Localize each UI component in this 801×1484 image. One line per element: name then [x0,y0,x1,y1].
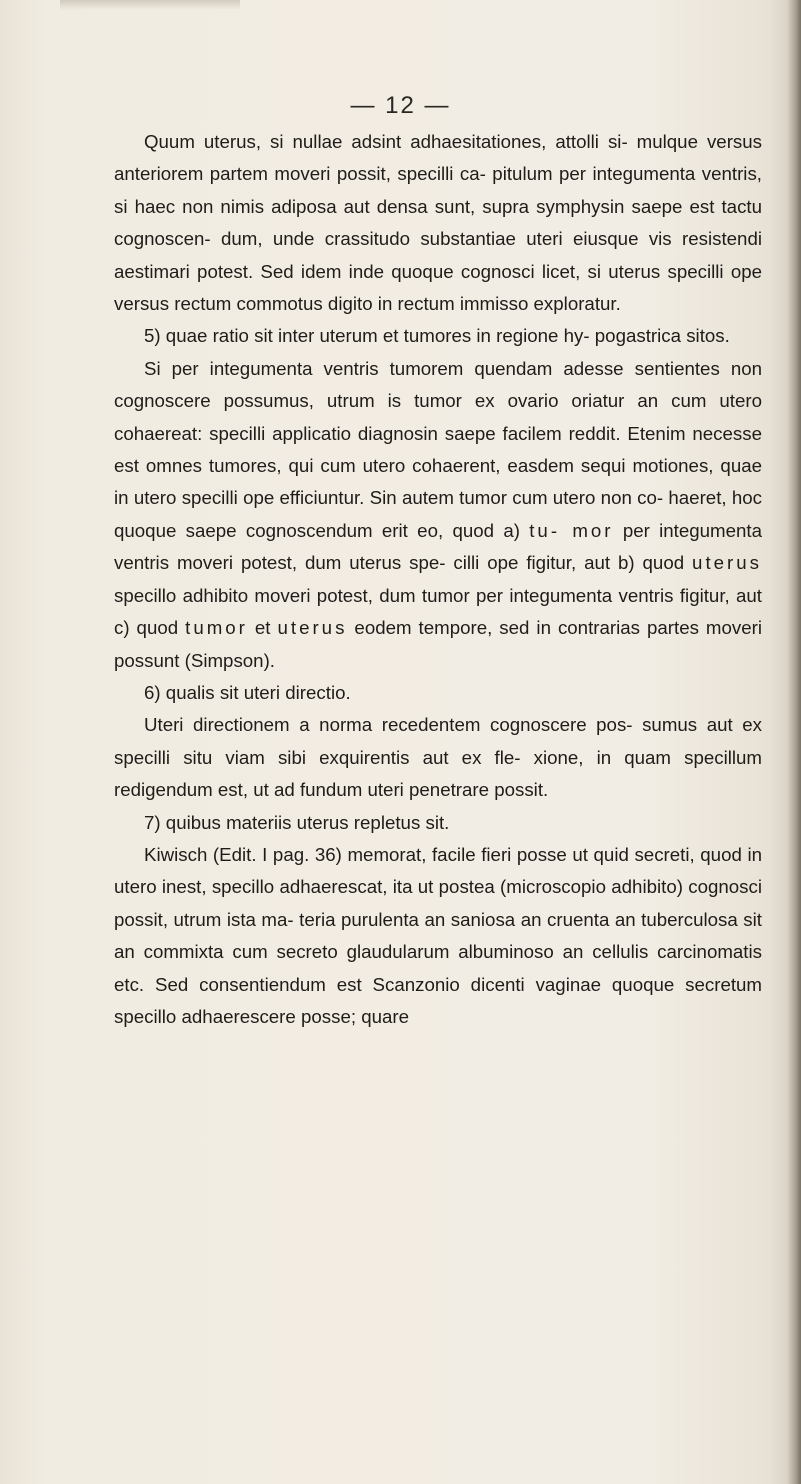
spaced-term: tu- mor [529,519,614,541]
paragraph: Kiwisch (Edit. I pag. 36) memorat, facile fieri posse ut quid secreti, quod in utero inest, specillo adhaerescat, ita ut postea (microscopio adhibito) cognosci possit, utrum ista ma- teria purulenta an saniosa an cruenta an tuberculosa sit an commixta cum secreto glaudularum albuminoso an cellulis carcinomatis etc. Sed consentiendum est Scanzonio dicenti vaginae quoque secretum specillo adhaerescere posse; quare [114,843,762,1027]
page-binding-edge [787,0,801,1484]
body-text [114,126,762,1033]
text-run: et [247,617,278,639]
text-run: specillo adhibito moveri potest, dum tumor per integumenta ventris figitur, aut c) quod [114,584,762,639]
paragraph [114,353,762,677]
text-run: eodem tempore, sed in contrarias partes moveri possunt (Simpson). [114,617,762,671]
page-number-header: — 12 — [350,92,451,119]
section-heading-7: 7) quibus materiis uterus repletus sit. [144,811,450,833]
spaced-term: uterus [277,617,348,639]
page-smudge [60,0,240,10]
text-run: per integumenta ventris moveri potest, dum uterus spe- cilli ope figitur, aut b) quod [114,519,762,574]
spaced-term: uterus [692,552,762,574]
paragraph: Uteri directionem a norma recedentem cognoscere pos- sumus aut ex specilli situ viam sibi exquirentis aut ex fle- xione, in quam specillum redigendum est, ut ad fundum uteri penetrare possit. [114,714,762,801]
text-run: Si per integumenta ventris tumorem quendam adesse sentientes non cognoscere possumus, utrum is tumor ex ovario oriatur an cum utero cohaereat: specilli applicatio diagnosin saepe facilem reddit. Etenim necesse est omnes tumores, qui cum utero cohaerent, easdem sequi motiones, quae in utero specilli ope efficiuntur. Sin autem tumor cum utero non co- haeret, hoc quoque saepe cognoscendum erit eo, quod a) [114,357,762,541]
paragraph: Quum uterus, si nullae adsint adhaesitationes, attolli si- mulque versus anteriorem partem moveri possit, specilli ca- pitulum per integumenta ventris, si haec non nimis adiposa aut densa sunt, supra symphysin saepe est tactu cognoscen- dum, unde crassitudo substantiae uteri eiusque vis resistendi aestimari potest. Sed idem inde quoque cognosci licet, si uterus specilli ope versus rectum commotus digito in rectum immisso exploratur. [114,131,762,315]
section-heading-5: 5) quae ratio sit inter uterum et tumores in regione hy- pogastrica sitos. [144,325,730,347]
section-heading-6: 6) qualis sit uteri directio. [144,681,351,703]
spaced-term: tumor [185,617,248,639]
